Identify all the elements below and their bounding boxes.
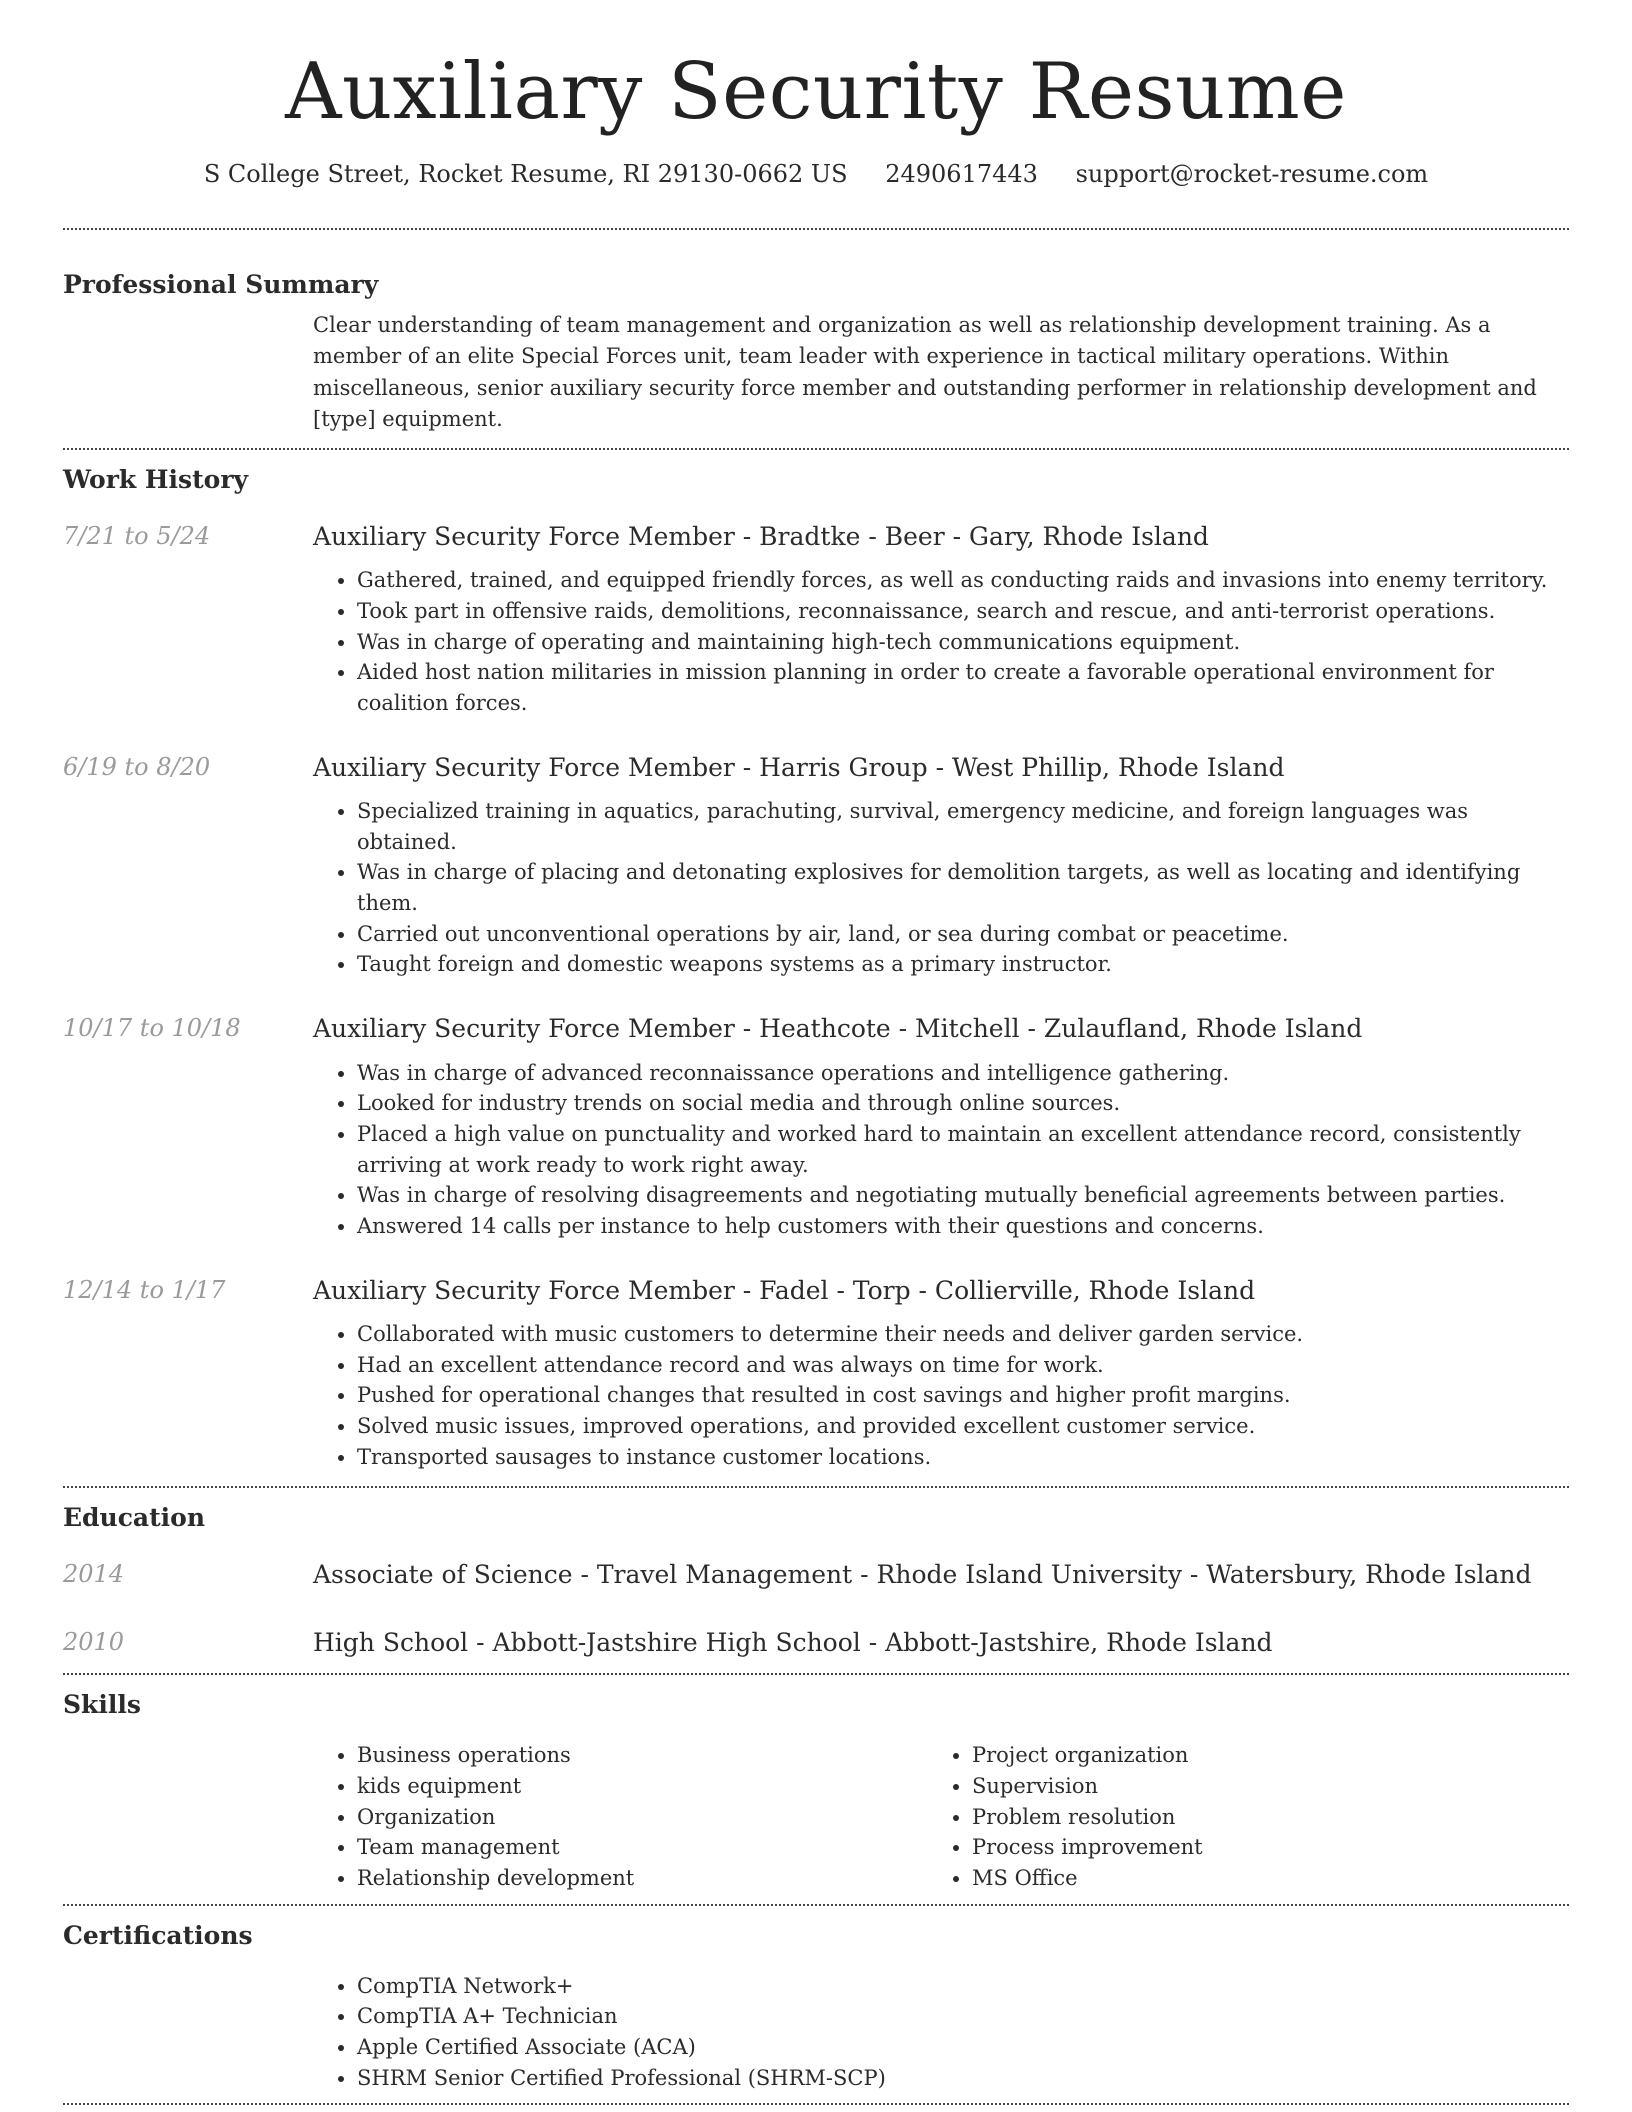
skill-item: • MS Office <box>972 1863 1543 1894</box>
certifications-row <box>63 1971 1569 2104</box>
certification-item: • SHRM Senior Certified Professional (SHRM-SCP) <box>357 2063 1569 2094</box>
skills-row <box>63 1740 1569 1903</box>
job-bullet: • Aided host nation militaries in mission planning in order to create a favorable operational environment for coalition forces. <box>357 657 1569 718</box>
education-entry <box>63 1627 1569 1674</box>
job-entry <box>63 1013 1569 1241</box>
summary-row <box>63 300 1569 448</box>
job-heading: Auxiliary Security Force Member - Heathcote - Mitchell - Zulaufland, Rhode Island <box>313 1014 1363 1044</box>
skill-item: • Problem resolution <box>972 1802 1543 1833</box>
certifications-list <box>313 1971 1569 2094</box>
resume-title: Auxiliary Security Resume <box>285 47 1347 137</box>
job-entry <box>63 521 1569 719</box>
skills-heading: Skills <box>63 1690 141 1720</box>
contact-address: S College Street, Rocket Resume, RI 29130-0662 US <box>203 159 848 188</box>
education-text: Associate of Science - Travel Management - Rhode Island University - Watersbury, Rhode Island <box>313 1560 1532 1590</box>
job-bullets <box>313 1319 1569 1472</box>
skills-list-left <box>313 1740 928 1893</box>
job-entry <box>63 752 1569 980</box>
education-text: High School - Abbott-Jastshire High School - Abbott-Jastshire, Rhode Island <box>313 1627 1273 1657</box>
contact-email: support@rocket-resume.com <box>1075 159 1429 188</box>
skill-item: • Organization <box>357 1802 928 1833</box>
skill-item: • Relationship development <box>357 1863 928 1894</box>
job-bullet: • Specialized training in aquatics, parachuting, survival, emergency medicine, and foreign languages was obtained. <box>357 796 1569 857</box>
job-bullets <box>313 796 1569 980</box>
skill-item: • kids equipment <box>357 1771 928 1802</box>
job-dates: 12/14 to 1/17 <box>63 1275 226 1304</box>
summary-text: Clear understanding of team management and organization as well as relationship development training. As a member of an elite Special Forces unit, team leader with experience in tactical military operations. Within miscellaneous, senior auxiliary security force member and outstanding performer in relationship development and [type] equipment. <box>313 312 1537 432</box>
job-bullet: • Had an excellent attendance record and was always on time for work. <box>357 1350 1569 1381</box>
job-bullets <box>313 565 1569 718</box>
education-entry <box>63 1559 1569 1592</box>
job-bullet: • Looked for industry trends on social media and through online sources. <box>357 1088 1569 1119</box>
job-bullet: • Was in charge of advanced reconnaissance operations and intelligence gathering. <box>357 1058 1569 1089</box>
job-bullet: • Taught foreign and domestic weapons systems as a primary instructor. <box>357 949 1569 980</box>
skills-list-right <box>928 1740 1543 1893</box>
skill-item: • Project organization <box>972 1740 1543 1771</box>
job-bullets <box>313 1058 1569 1242</box>
job-bullet: • Collaborated with music customers to determine their needs and deliver garden service. <box>357 1319 1569 1350</box>
job-bullet: • Gathered, trained, and equipped friendly forces, as well as conducting raids and invasions into enemy territory. <box>357 565 1569 596</box>
job-dates: 10/17 to 10/18 <box>63 1014 241 1043</box>
job-dates: 7/21 to 5/24 <box>63 521 211 550</box>
job-bullet: • Took part in offensive raids, demolitions, reconnaissance, search and rescue, and anti-terrorist operations. <box>357 596 1569 627</box>
skill-item: • Team management <box>357 1832 928 1863</box>
education-year: 2014 <box>63 1560 125 1589</box>
job-bullet: • Pushed for operational changes that resulted in cost savings and higher profit margins. <box>357 1380 1569 1411</box>
work-history-heading: Work History <box>63 464 249 494</box>
education-heading: Education <box>63 1503 206 1533</box>
education-year: 2010 <box>63 1627 125 1656</box>
summary-heading: Professional Summary <box>63 269 379 299</box>
skill-item: • Supervision <box>972 1771 1543 1802</box>
section-divider <box>63 2103 1569 2105</box>
job-bullet: • Transported sausages to instance customer locations. <box>357 1442 1569 1473</box>
job-bullet: • Placed a high value on punctuality and worked hard to maintain an excellent attendance record, consistently arriving at work ready to work right away. <box>357 1119 1569 1180</box>
job-entry <box>63 1275 1569 1487</box>
job-bullet: • Carried out unconventional operations by air, land, or sea during combat or peacetime. <box>357 919 1569 950</box>
job-bullet: • Was in charge of operating and maintaining high-tech communications equipment. <box>357 627 1569 658</box>
skill-item: • Business operations <box>357 1740 928 1771</box>
job-heading: Auxiliary Security Force Member - Bradtke - Beer - Gary, Rhode Island <box>313 521 1209 551</box>
certifications-heading: Certifications <box>63 1920 253 1950</box>
job-bullet: • Answered 14 calls per instance to help customers with their questions and concerns. <box>357 1211 1569 1242</box>
certification-item: • CompTIA Network+ <box>357 1971 1569 2002</box>
certification-item: • Apple Certified Associate (ACA) <box>357 2032 1569 2063</box>
job-heading: Auxiliary Security Force Member - Fadel - Torp - Collierville, Rhode Island <box>313 1275 1256 1305</box>
contact-phone: 2490617443 <box>885 159 1038 188</box>
job-bullet: • Solved music issues, improved operations, and provided excellent customer service. <box>357 1411 1569 1442</box>
contact-line <box>63 160 1569 188</box>
job-dates: 6/19 to 8/20 <box>63 752 211 781</box>
job-bullet: • Was in charge of placing and detonating explosives for demolition targets, as well as locating and identifying them. <box>357 857 1569 918</box>
certification-item: • CompTIA A+ Technician <box>357 2001 1569 2032</box>
job-heading: Auxiliary Security Force Member - Harris Group - West Phillip, Rhode Island <box>313 752 1285 782</box>
job-bullet: • Was in charge of resolving disagreements and negotiating mutually beneficial agreements between parties. <box>357 1180 1569 1211</box>
skill-item: • Process improvement <box>972 1832 1543 1863</box>
